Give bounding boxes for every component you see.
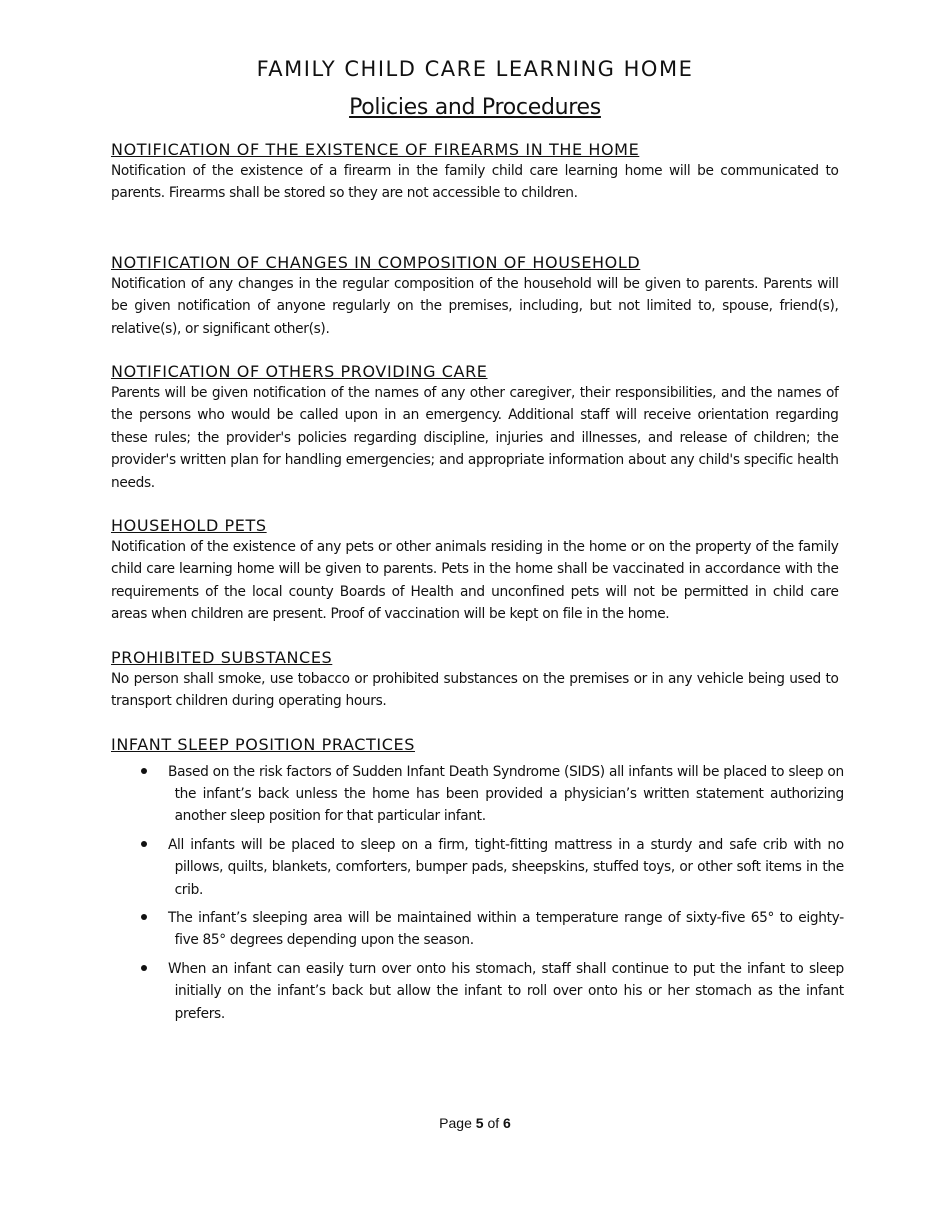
list-item xyxy=(111,907,844,952)
bullet-icon xyxy=(141,841,147,847)
bullet-list xyxy=(111,761,844,1025)
section-body: Notification of the existence of a firearm in the family child care learning home will be communicated to parents. Firearms shall be stored so they are not accessible to children. xyxy=(111,162,839,202)
list-item-text: All infants will be placed to sleep on a firm, tight-fitting mattress in a sturdy and safe crib with no pillows, quilts, blankets, comforters, bumper pads, sheepskins, stuffed toys, or other soft items in the crib. xyxy=(168,835,844,898)
document-title: FAMILY CHILD CARE LEARNING HOME xyxy=(256,57,694,81)
section-body: Notification of the existence of any pets or other animals residing in the home or on the property of the family child care learning home will be given to parents. Pets in the home shall be vaccinated in accordance with the requirements of the local county Boards of Health and unconfined pets will not be permitted in child care areas when children are present. Proof of vaccination will be kept on file in the home. xyxy=(111,538,839,623)
section-heading: NOTIFICATION OF OTHERS PROVIDING CARE xyxy=(111,362,488,382)
list-item-text: When an infant can easily turn over onto his stomach, staff shall continue to put the infant to sleep initially on the infant’s back but allow the infant to roll over onto his or her stomach as the infant prefers. xyxy=(168,959,844,1022)
document-page xyxy=(111,0,844,1031)
section-heading: NOTIFICATION OF CHANGES IN COMPOSITION OF HOUSEHOLD xyxy=(111,252,641,272)
section-infant-sleep xyxy=(111,734,844,1025)
section-prohibited-substances xyxy=(111,648,839,713)
section-body: Notification of any changes in the regular composition of the household will be given to parents. Parents will be given notification of anyone regularly on the premises, including, but not limited to, spouse, friend(s), relative(s), or significant other(s). xyxy=(111,274,839,337)
section-heading: NOTIFICATION OF THE EXISTENCE OF FIREARMS IN THE HOME xyxy=(111,140,640,159)
bullet-icon xyxy=(141,965,147,971)
section-heading: HOUSEHOLD PETS xyxy=(111,516,267,536)
page-footer xyxy=(0,1115,950,1131)
list-item xyxy=(111,958,844,1025)
of-label: of xyxy=(487,1115,500,1131)
document-subtitle: Policies and Procedures xyxy=(349,95,601,120)
list-item xyxy=(111,761,844,828)
page-label: Page xyxy=(439,1115,472,1131)
section-others-providing-care xyxy=(111,362,839,494)
section-body: No person shall smoke, use tobacco or prohibited substances on the premises or in any vehicle being used to transport children during operating hours. xyxy=(111,669,839,710)
section-household-pets xyxy=(111,516,839,626)
section-heading: PROHIBITED SUBSTANCES xyxy=(111,647,333,667)
section-body: Parents will be given notification of the names of any other caregiver, their responsibilities, and the names of the persons who would be called upon in an emergency. Additional staff will receive orientation regarding these rules; the provider's policies regarding discipline, injuries and illnesses, and release of children; the provider's written plan for handling emergencies; and appropriate information about any child's specific health needs. xyxy=(111,384,839,491)
bullet-icon xyxy=(141,768,147,774)
list-item-text: Based on the risk factors of Sudden Infant Death Syndrome (SIDS) all infants will be placed to sleep on the infant’s back unless the home has been provided a physician’s written statement authorizing another sleep position for that particular infant. xyxy=(168,762,844,825)
list-item-text: The infant’s sleeping area will be maintained within a temperature range of sixty-five 65° to eighty-five 85° degrees depending upon the season. xyxy=(168,908,844,949)
current-page-number: 5 xyxy=(475,1115,484,1131)
total-pages-number: 6 xyxy=(503,1115,511,1131)
section-heading: INFANT SLEEP POSITION PRACTICES xyxy=(111,734,415,754)
list-item xyxy=(111,834,844,901)
section-firearms xyxy=(111,140,839,205)
bullet-icon xyxy=(141,914,147,920)
section-household-changes xyxy=(111,253,839,340)
